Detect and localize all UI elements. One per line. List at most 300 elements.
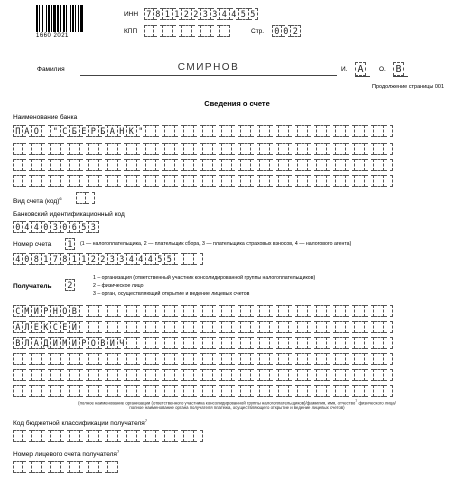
form-cell[interactable] bbox=[154, 25, 164, 37]
form-cell[interactable] bbox=[156, 337, 166, 349]
form-cell[interactable] bbox=[175, 385, 185, 397]
form-cell[interactable] bbox=[32, 143, 42, 155]
form-cell[interactable] bbox=[137, 337, 147, 349]
form-cell[interactable] bbox=[70, 353, 80, 365]
form-cell[interactable] bbox=[51, 430, 61, 442]
form-cell[interactable] bbox=[222, 143, 232, 155]
form-cell[interactable] bbox=[89, 353, 99, 365]
form-cell[interactable] bbox=[336, 385, 346, 397]
form-cell[interactable]: 8 bbox=[32, 253, 42, 265]
form-cell[interactable]: Р bbox=[80, 337, 90, 349]
form-cell[interactable] bbox=[260, 159, 270, 171]
form-cell[interactable] bbox=[232, 175, 242, 187]
form-cell[interactable] bbox=[384, 175, 394, 187]
form-cell[interactable] bbox=[70, 159, 80, 171]
form-cell[interactable] bbox=[184, 353, 194, 365]
form-cell[interactable] bbox=[327, 143, 337, 155]
form-cell[interactable]: И bbox=[32, 305, 42, 317]
form-cell[interactable]: 4 bbox=[220, 8, 230, 20]
form-cell[interactable] bbox=[144, 25, 154, 37]
form-cell[interactable] bbox=[137, 143, 147, 155]
form-cell[interactable] bbox=[336, 369, 346, 381]
form-cell[interactable] bbox=[13, 385, 23, 397]
form-cell[interactable] bbox=[222, 175, 232, 187]
form-cell[interactable] bbox=[355, 369, 365, 381]
form-cell[interactable] bbox=[156, 385, 166, 397]
form-cell[interactable] bbox=[165, 305, 175, 317]
form-cell[interactable] bbox=[355, 385, 365, 397]
initial2-cells[interactable] bbox=[393, 62, 404, 76]
form-cell[interactable] bbox=[355, 353, 365, 365]
form-cell[interactable] bbox=[108, 321, 118, 333]
form-cell[interactable]: 2 bbox=[291, 25, 301, 37]
bank-line-1[interactable] bbox=[13, 125, 393, 137]
form-cell[interactable] bbox=[42, 430, 52, 442]
form-cell[interactable] bbox=[76, 192, 86, 204]
form-cell[interactable] bbox=[308, 369, 318, 381]
form-cell[interactable] bbox=[146, 353, 156, 365]
form-cell[interactable] bbox=[222, 353, 232, 365]
form-cell[interactable] bbox=[289, 353, 299, 365]
form-cell[interactable] bbox=[346, 159, 356, 171]
form-cell[interactable]: 0 bbox=[42, 221, 52, 233]
form-cell[interactable] bbox=[118, 159, 128, 171]
form-cell[interactable] bbox=[289, 337, 299, 349]
form-cell[interactable]: " bbox=[137, 125, 147, 137]
form-cell[interactable] bbox=[23, 175, 33, 187]
form-cell[interactable] bbox=[365, 321, 375, 333]
form-cell[interactable] bbox=[194, 321, 204, 333]
form-cell[interactable] bbox=[184, 159, 194, 171]
form-cell[interactable] bbox=[270, 353, 280, 365]
form-cell[interactable] bbox=[194, 337, 204, 349]
form-cell[interactable]: К bbox=[127, 125, 137, 137]
form-cell[interactable]: 0 bbox=[23, 253, 33, 265]
form-cell[interactable] bbox=[184, 305, 194, 317]
form-cell[interactable] bbox=[220, 25, 230, 37]
form-cell[interactable] bbox=[270, 125, 280, 137]
form-cell[interactable] bbox=[32, 353, 42, 365]
form-cell[interactable] bbox=[175, 305, 185, 317]
form-cell[interactable] bbox=[137, 385, 147, 397]
form-cell[interactable] bbox=[23, 385, 33, 397]
form-cell[interactable] bbox=[336, 175, 346, 187]
form-cell[interactable] bbox=[192, 25, 202, 37]
form-cell[interactable]: 5 bbox=[80, 221, 90, 233]
form-cell[interactable] bbox=[384, 305, 394, 317]
form-cell[interactable] bbox=[175, 321, 185, 333]
form-cell[interactable] bbox=[384, 159, 394, 171]
form-cell[interactable] bbox=[184, 385, 194, 397]
form-cell[interactable]: 3 bbox=[211, 8, 221, 20]
form-cell[interactable] bbox=[289, 125, 299, 137]
form-cell[interactable] bbox=[336, 125, 346, 137]
form-cell[interactable] bbox=[251, 337, 261, 349]
form-cell[interactable] bbox=[175, 253, 185, 265]
form-cell[interactable] bbox=[108, 143, 118, 155]
form-cell[interactable]: 8 bbox=[154, 8, 164, 20]
form-cell[interactable] bbox=[203, 337, 213, 349]
surname-value[interactable]: СМИРНОВ bbox=[177, 62, 240, 73]
form-cell[interactable] bbox=[260, 369, 270, 381]
form-cell[interactable] bbox=[232, 159, 242, 171]
form-cell[interactable] bbox=[108, 175, 118, 187]
form-cell[interactable] bbox=[184, 175, 194, 187]
form-cell[interactable] bbox=[203, 175, 213, 187]
form-cell[interactable] bbox=[336, 305, 346, 317]
form-cell[interactable] bbox=[118, 369, 128, 381]
form-cell[interactable] bbox=[80, 461, 90, 473]
form-cell[interactable] bbox=[32, 385, 42, 397]
form-cell[interactable] bbox=[384, 337, 394, 349]
form-cell[interactable] bbox=[175, 369, 185, 381]
form-cell[interactable] bbox=[374, 353, 384, 365]
form-cell[interactable] bbox=[137, 369, 147, 381]
form-cell[interactable] bbox=[289, 385, 299, 397]
form-cell[interactable] bbox=[165, 125, 175, 137]
form-cell[interactable] bbox=[118, 353, 128, 365]
form-cell[interactable] bbox=[42, 369, 52, 381]
form-cell[interactable] bbox=[213, 321, 223, 333]
form-cell[interactable]: 3 bbox=[51, 221, 61, 233]
form-cell[interactable] bbox=[308, 385, 318, 397]
form-cell[interactable] bbox=[51, 461, 61, 473]
form-cell[interactable] bbox=[51, 143, 61, 155]
form-cell[interactable] bbox=[327, 305, 337, 317]
form-cell[interactable] bbox=[346, 337, 356, 349]
form-cell[interactable]: 1 bbox=[70, 253, 80, 265]
form-cell[interactable] bbox=[108, 461, 118, 473]
form-cell[interactable] bbox=[317, 337, 327, 349]
form-cell[interactable]: Р bbox=[89, 125, 99, 137]
form-cell[interactable] bbox=[279, 143, 289, 155]
form-cell[interactable]: 3 bbox=[108, 253, 118, 265]
form-cell[interactable] bbox=[289, 159, 299, 171]
form-cell[interactable] bbox=[80, 305, 90, 317]
form-cell[interactable] bbox=[163, 25, 173, 37]
form-cell[interactable] bbox=[327, 337, 337, 349]
form-cell[interactable] bbox=[317, 321, 327, 333]
form-cell[interactable] bbox=[232, 385, 242, 397]
form-cell[interactable] bbox=[23, 353, 33, 365]
form-cell[interactable] bbox=[384, 353, 394, 365]
form-cell[interactable] bbox=[251, 143, 261, 155]
form-cell[interactable]: 0 bbox=[282, 25, 292, 37]
form-cell[interactable] bbox=[365, 369, 375, 381]
form-cell[interactable]: О bbox=[89, 337, 99, 349]
form-cell[interactable]: 2 bbox=[89, 253, 99, 265]
form-cell[interactable] bbox=[213, 143, 223, 155]
account-type-cells[interactable] bbox=[76, 192, 95, 204]
form-cell[interactable] bbox=[241, 337, 251, 349]
form-cell[interactable] bbox=[336, 337, 346, 349]
initial1-cells[interactable] bbox=[355, 62, 366, 76]
form-cell[interactable] bbox=[241, 125, 251, 137]
form-cell[interactable]: Д bbox=[42, 337, 52, 349]
form-cell[interactable]: И bbox=[108, 337, 118, 349]
form-cell[interactable] bbox=[241, 385, 251, 397]
form-cell[interactable] bbox=[127, 159, 137, 171]
form-cell[interactable]: 1 bbox=[163, 8, 173, 20]
form-cell[interactable] bbox=[146, 337, 156, 349]
form-cell[interactable] bbox=[165, 143, 175, 155]
form-cell[interactable] bbox=[13, 369, 23, 381]
form-cell[interactable] bbox=[118, 430, 128, 442]
form-cell[interactable]: 0 bbox=[13, 221, 23, 233]
form-cell[interactable] bbox=[89, 159, 99, 171]
form-cell[interactable]: К bbox=[42, 321, 52, 333]
form-cell[interactable] bbox=[13, 461, 23, 473]
form-cell[interactable] bbox=[89, 430, 99, 442]
form-cell[interactable] bbox=[13, 159, 23, 171]
form-cell[interactable] bbox=[270, 385, 280, 397]
form-cell[interactable] bbox=[146, 321, 156, 333]
form-cell[interactable] bbox=[42, 143, 52, 155]
form-cell[interactable] bbox=[289, 175, 299, 187]
form-cell[interactable]: С bbox=[13, 305, 23, 317]
form-cell[interactable] bbox=[327, 159, 337, 171]
page-cells[interactable] bbox=[272, 25, 301, 37]
form-cell[interactable] bbox=[182, 25, 192, 37]
form-cell[interactable] bbox=[156, 175, 166, 187]
form-cell[interactable] bbox=[298, 369, 308, 381]
form-cell[interactable] bbox=[260, 125, 270, 137]
form-cell[interactable]: 3 bbox=[201, 8, 211, 20]
form-cell[interactable] bbox=[165, 321, 175, 333]
form-cell[interactable] bbox=[184, 321, 194, 333]
form-cell[interactable]: 4 bbox=[23, 221, 33, 233]
form-cell[interactable] bbox=[61, 175, 71, 187]
form-cell[interactable]: 7 bbox=[51, 253, 61, 265]
form-cell[interactable]: И bbox=[70, 337, 80, 349]
form-cell[interactable]: С bbox=[61, 125, 71, 137]
form-cell[interactable] bbox=[213, 175, 223, 187]
form-cell[interactable] bbox=[146, 175, 156, 187]
form-cell[interactable] bbox=[89, 321, 99, 333]
form-cell[interactable] bbox=[89, 461, 99, 473]
form-cell[interactable] bbox=[346, 305, 356, 317]
form-cell[interactable] bbox=[327, 385, 337, 397]
form-cell[interactable] bbox=[23, 430, 33, 442]
form-cell[interactable] bbox=[308, 337, 318, 349]
form-cell[interactable] bbox=[194, 305, 204, 317]
form-cell[interactable] bbox=[317, 175, 327, 187]
form-cell[interactable] bbox=[308, 321, 318, 333]
account-number-cells[interactable] bbox=[13, 253, 203, 265]
form-cell[interactable] bbox=[365, 353, 375, 365]
form-cell[interactable] bbox=[203, 305, 213, 317]
form-cell[interactable] bbox=[156, 321, 166, 333]
form-cell[interactable] bbox=[146, 305, 156, 317]
form-cell[interactable]: В bbox=[13, 337, 23, 349]
form-cell[interactable] bbox=[127, 321, 137, 333]
bik-cells[interactable] bbox=[13, 221, 99, 233]
form-cell[interactable] bbox=[23, 369, 33, 381]
form-cell[interactable] bbox=[317, 385, 327, 397]
form-cell[interactable]: 4 bbox=[32, 221, 42, 233]
form-cell[interactable] bbox=[232, 125, 242, 137]
form-cell[interactable] bbox=[203, 159, 213, 171]
form-cell[interactable] bbox=[99, 321, 109, 333]
form-cell[interactable] bbox=[365, 159, 375, 171]
form-cell[interactable] bbox=[365, 305, 375, 317]
form-cell[interactable] bbox=[61, 430, 71, 442]
form-cell[interactable] bbox=[175, 353, 185, 365]
form-cell[interactable] bbox=[260, 385, 270, 397]
form-cell[interactable] bbox=[99, 461, 109, 473]
form-cell[interactable] bbox=[89, 305, 99, 317]
form-cell[interactable] bbox=[317, 305, 327, 317]
form-cell[interactable] bbox=[61, 159, 71, 171]
form-cell[interactable] bbox=[23, 159, 33, 171]
form-cell[interactable] bbox=[89, 143, 99, 155]
form-cell[interactable]: 6 bbox=[70, 221, 80, 233]
form-cell[interactable] bbox=[99, 353, 109, 365]
form-cell[interactable] bbox=[222, 125, 232, 137]
form-cell[interactable]: А bbox=[32, 337, 42, 349]
form-cell[interactable] bbox=[298, 175, 308, 187]
form-cell[interactable] bbox=[270, 159, 280, 171]
form-cell[interactable] bbox=[251, 125, 261, 137]
bank-line-2[interactable] bbox=[13, 143, 393, 155]
form-cell[interactable] bbox=[156, 305, 166, 317]
form-cell[interactable] bbox=[194, 253, 204, 265]
form-cell[interactable] bbox=[232, 353, 242, 365]
form-cell[interactable] bbox=[175, 337, 185, 349]
form-cell[interactable] bbox=[61, 385, 71, 397]
form-cell[interactable] bbox=[384, 321, 394, 333]
form-cell[interactable] bbox=[156, 430, 166, 442]
form-cell[interactable] bbox=[184, 253, 194, 265]
form-cell[interactable] bbox=[194, 125, 204, 137]
form-cell[interactable]: Й bbox=[70, 321, 80, 333]
form-cell[interactable]: 4 bbox=[137, 253, 147, 265]
form-cell[interactable] bbox=[165, 353, 175, 365]
form-cell[interactable] bbox=[194, 353, 204, 365]
form-cell[interactable] bbox=[279, 385, 289, 397]
form-cell[interactable]: 3 bbox=[118, 253, 128, 265]
form-cell[interactable] bbox=[327, 321, 337, 333]
form-cell[interactable]: М bbox=[23, 305, 33, 317]
form-cell[interactable] bbox=[42, 385, 52, 397]
form-cell[interactable] bbox=[146, 125, 156, 137]
form-cell[interactable] bbox=[127, 175, 137, 187]
form-cell[interactable] bbox=[146, 143, 156, 155]
form-cell[interactable] bbox=[42, 353, 52, 365]
form-cell[interactable] bbox=[241, 175, 251, 187]
form-cell[interactable] bbox=[108, 353, 118, 365]
form-cell[interactable] bbox=[213, 305, 223, 317]
form-cell[interactable] bbox=[241, 321, 251, 333]
form-cell[interactable] bbox=[51, 385, 61, 397]
form-cell[interactable] bbox=[194, 385, 204, 397]
form-cell[interactable] bbox=[194, 430, 204, 442]
form-cell[interactable] bbox=[70, 385, 80, 397]
form-cell[interactable]: О bbox=[61, 305, 71, 317]
personal-account-cells[interactable] bbox=[13, 461, 118, 473]
form-cell[interactable] bbox=[308, 305, 318, 317]
form-cell[interactable] bbox=[23, 143, 33, 155]
form-cell[interactable] bbox=[346, 385, 356, 397]
form-cell[interactable] bbox=[194, 175, 204, 187]
form-cell[interactable] bbox=[241, 143, 251, 155]
form-cell[interactable] bbox=[298, 321, 308, 333]
form-cell[interactable] bbox=[61, 143, 71, 155]
form-cell[interactable] bbox=[260, 321, 270, 333]
form-cell[interactable] bbox=[156, 353, 166, 365]
form-cell[interactable]: С bbox=[51, 321, 61, 333]
form-cell[interactable]: Н bbox=[51, 305, 61, 317]
form-cell[interactable] bbox=[251, 369, 261, 381]
form-cell[interactable] bbox=[355, 159, 365, 171]
form-cell[interactable] bbox=[241, 305, 251, 317]
form-cell[interactable] bbox=[260, 143, 270, 155]
form-cell[interactable]: В bbox=[99, 337, 109, 349]
form-cell[interactable] bbox=[241, 159, 251, 171]
form-cell[interactable] bbox=[308, 143, 318, 155]
form-cell[interactable] bbox=[260, 175, 270, 187]
form-cell[interactable] bbox=[308, 125, 318, 137]
form-cell[interactable] bbox=[251, 321, 261, 333]
form-cell[interactable] bbox=[13, 353, 23, 365]
form-cell[interactable] bbox=[317, 369, 327, 381]
form-cell[interactable] bbox=[355, 321, 365, 333]
form-cell[interactable]: 5 bbox=[156, 253, 166, 265]
bank-line-4[interactable] bbox=[13, 175, 393, 187]
form-cell[interactable] bbox=[70, 143, 80, 155]
form-cell[interactable] bbox=[51, 175, 61, 187]
form-cell[interactable] bbox=[279, 159, 289, 171]
form-cell[interactable] bbox=[32, 461, 42, 473]
form-cell[interactable] bbox=[51, 369, 61, 381]
form-cell[interactable] bbox=[80, 175, 90, 187]
form-cell[interactable] bbox=[374, 143, 384, 155]
form-cell[interactable] bbox=[317, 125, 327, 137]
form-cell[interactable]: Е bbox=[32, 321, 42, 333]
form-cell[interactable] bbox=[336, 159, 346, 171]
form-cell[interactable] bbox=[203, 385, 213, 397]
form-cell[interactable] bbox=[336, 353, 346, 365]
form-cell[interactable] bbox=[365, 337, 375, 349]
form-cell[interactable] bbox=[260, 305, 270, 317]
form-cell[interactable] bbox=[384, 369, 394, 381]
form-cell[interactable] bbox=[384, 143, 394, 155]
form-cell[interactable] bbox=[327, 125, 337, 137]
form-cell[interactable] bbox=[184, 369, 194, 381]
form-cell[interactable] bbox=[346, 143, 356, 155]
form-cell[interactable] bbox=[137, 175, 147, 187]
form-cell[interactable]: Ч bbox=[118, 337, 128, 349]
form-cell[interactable] bbox=[99, 305, 109, 317]
form-cell[interactable] bbox=[222, 337, 232, 349]
form-cell[interactable] bbox=[108, 430, 118, 442]
form-cell[interactable] bbox=[13, 430, 23, 442]
form-cell[interactable] bbox=[279, 337, 289, 349]
form-cell[interactable]: 7 bbox=[144, 8, 154, 20]
form-cell[interactable] bbox=[13, 175, 23, 187]
form-cell[interactable] bbox=[346, 175, 356, 187]
form-cell[interactable] bbox=[270, 143, 280, 155]
form-cell[interactable] bbox=[317, 143, 327, 155]
form-cell[interactable] bbox=[175, 159, 185, 171]
form-cell[interactable] bbox=[70, 369, 80, 381]
form-cell[interactable] bbox=[327, 369, 337, 381]
form-cell[interactable]: 0 bbox=[272, 25, 282, 37]
form-cell[interactable]: 5 bbox=[239, 8, 249, 20]
form-cell[interactable] bbox=[211, 25, 221, 37]
form-cell[interactable] bbox=[279, 175, 289, 187]
form-cell[interactable] bbox=[127, 143, 137, 155]
